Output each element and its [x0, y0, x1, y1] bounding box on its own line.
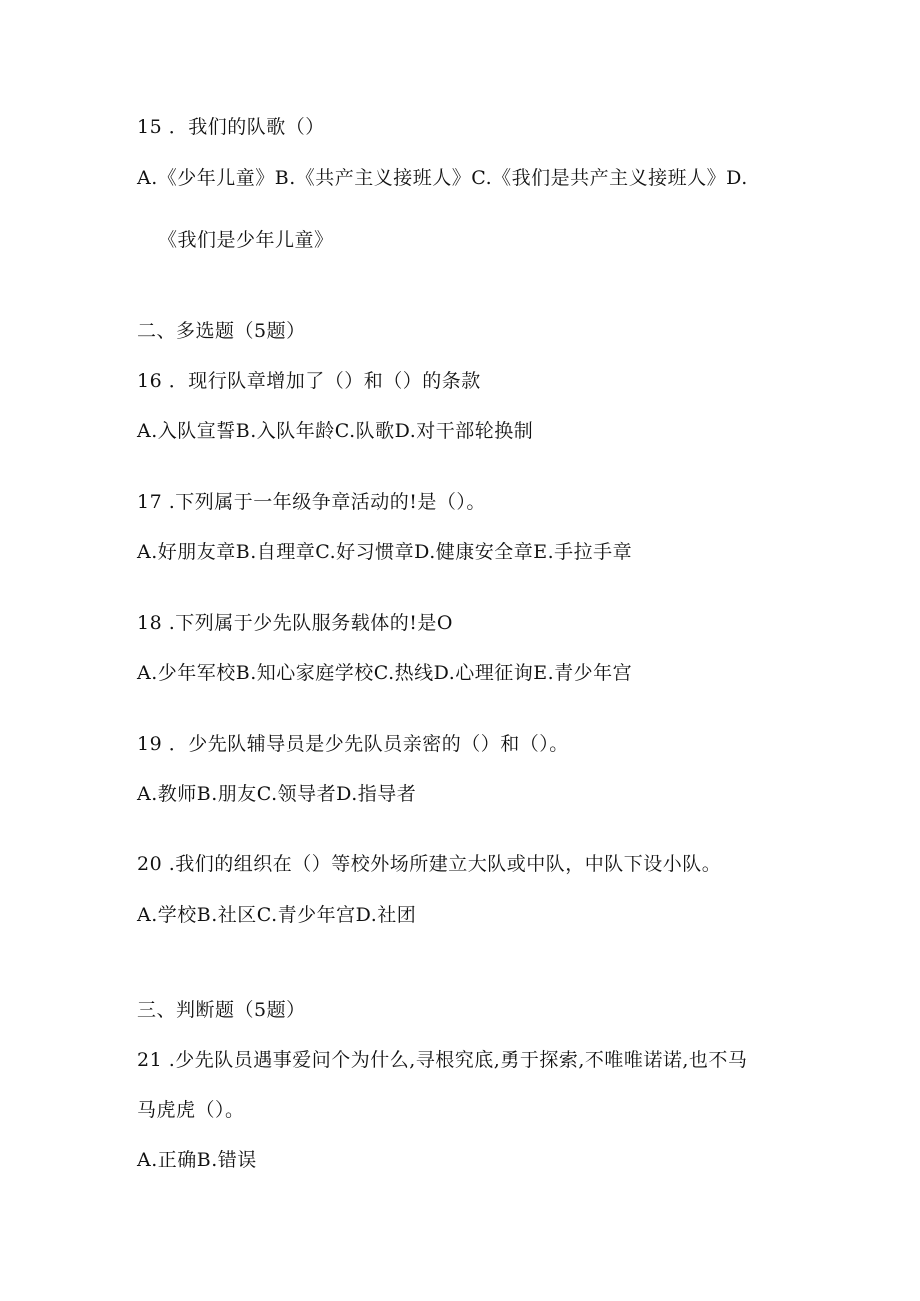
question-16-options: A.入队宣誓B.入队年龄C.队歌D.对干部轮换制 [137, 420, 534, 442]
question-16-text: 16 ．现行队章增加了（）和（）的条款 [137, 370, 481, 392]
question-21-text: 21 .少先队员遇事爱问个为什么,寻根究底,勇于探索,不唯唯诺诺,也不马 [137, 1049, 748, 1071]
question-19-text: 19 ．少先队辅导员是少先队员亲密的（）和（）。 [137, 733, 569, 755]
question-18-text: 18 .下列属于少先队服务载体的!是O [137, 612, 453, 634]
question-15-options: A.《少年儿童》B.《共产主义接班人》C.《我们是共产主义接班人》D. [137, 167, 748, 189]
question-17-options: A.好朋友章B.自理章C.好习惯章D.健康安全章E.手拉手章 [137, 541, 633, 563]
section-heading-true-false: 三、判断题（5题） [137, 999, 306, 1021]
question-15-options-continued: 《我们是少年儿童》 [158, 229, 334, 251]
question-19-options: A.教师B.朋友C.领导者D.指导者 [137, 783, 417, 805]
question-20-options: A.学校B.社区C.青少年宫D.社团 [137, 904, 417, 926]
question-18-options: A.少年军校B.知心家庭学校C.热线D.心理征询E.青少年宫 [137, 662, 633, 684]
question-17-text: 17 .下列属于一年级争章活动的!是（）。 [137, 491, 486, 513]
question-20-text: 20 .我们的组织在（）等校外场所建立大队或中队，中队下设小队。 [137, 853, 722, 875]
section-heading-multiple-choice: 二、多选题（5题） [137, 320, 306, 342]
question-21-options: A.正确B.错误 [137, 1149, 257, 1171]
question-21-text-continued: 马虎虎（）。 [137, 1099, 245, 1121]
question-15-text: 15 ．我们的队歌（） [137, 116, 325, 138]
